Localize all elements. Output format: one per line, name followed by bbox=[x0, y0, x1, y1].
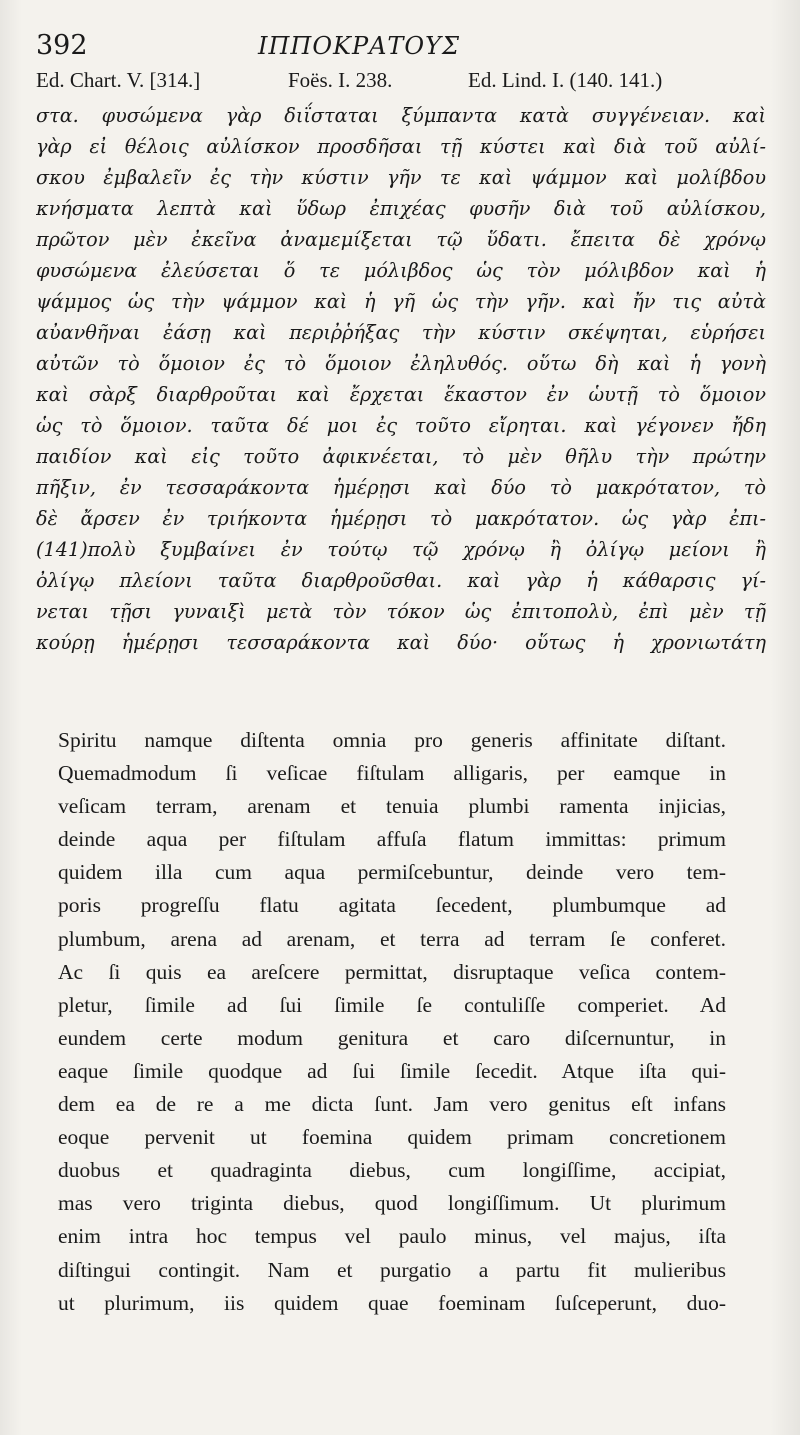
greek-text-line: καὶ σὰρξ διαρθροῦται καὶ ἔρχεται ἕκαστον ἐν ὡυτῇ τὸ ὅμοιον bbox=[36, 383, 766, 406]
latin-text-line: plumbum, arena ad arenam, et terra ad terram ſe conferet. bbox=[58, 926, 726, 951]
greek-text-line: νεται τῇσι γυναιξὶ μετὰ τὸν τόκον ὡς ἐπιτοπολὺ, ἐπὶ μὲν τῇ bbox=[36, 600, 766, 623]
page-header bbox=[36, 30, 766, 66]
latin-text-line: eundem certe modum genitura et caro diſcernuntur, in bbox=[58, 1025, 726, 1050]
greek-text-line: (141)πολὺ ξυμβαίνει ἐν τούτῳ τῷ χρόνῳ ἢ ὀλίγῳ μείονι ἢ bbox=[36, 538, 766, 561]
latin-text-line: veſicam terram, arenam et tenuia plumbi ramenta injicias, bbox=[58, 794, 726, 819]
page-number: 392 bbox=[36, 30, 88, 61]
edition-reference-line bbox=[36, 68, 764, 96]
greek-text-line: κνήσματα λεπτὰ καὶ ὕδωρ ἐπιχέας φυσῆν διὰ τοῦ αὐλίσκου, bbox=[36, 197, 766, 220]
latin-text-line: pletur, ſimile ad ſui ſimile ſe contuliſſe comperiet. Ad bbox=[58, 992, 726, 1017]
greek-text-line: κούρῃ ἡμέρῃσι τεσσαράκοντα καὶ δύο· οὕτως ἡ χρονιωτάτη bbox=[36, 631, 766, 654]
greek-text-block bbox=[36, 100, 766, 658]
greek-text-line: ὡς τὸ ὅμοιον. ταῦτα δέ μοι ἐς τοῦτο εἴρηται. καὶ γέγονεν ἤδη bbox=[36, 414, 766, 437]
latin-translation-block bbox=[58, 724, 726, 1320]
latin-text-line: diſtingui contingit. Nam et purgatio a partu fit mulieribus bbox=[58, 1257, 726, 1282]
latin-text-line: Quemadmodum ſi veſicae fiſtulam alligaris, per eamque in bbox=[58, 761, 726, 786]
greek-text-line: αὐτῶν τὸ ὅμοιον ἐς τὸ ὅμοιον ἐληλυθός. οὕτω δὴ καὶ ἡ γονὴ bbox=[36, 352, 766, 375]
greek-text-line: δὲ ἄρσεν ἐν τριήκοντα ἡμέρῃσι τὸ μακρότατον. ὡς γὰρ ἐπι- bbox=[36, 507, 766, 530]
greek-text-line: στα. φυσώμενα γὰρ διΐσταται ξύμπαντα κατὰ συγγένειαν. καὶ bbox=[36, 104, 766, 127]
latin-text-line: enim intra hoc tempus vel paulo minus, vel majus, iſta bbox=[58, 1224, 726, 1249]
greek-text-line: φυσώμενα ἐλεύσεται ὅ τε μόλιβδος ὡς τὸν μόλιβδον καὶ ἡ bbox=[36, 259, 766, 282]
greek-text-line: ὀλίγῳ πλείονι ταῦτα διαρθροῦσθαι. καὶ γὰρ ἡ κάθαρσις γί- bbox=[36, 569, 766, 592]
greek-text-line: σκου ἐμβαλεῖν ἐς τὴν κύστιν γῆν τε καὶ ψάμμον καὶ μολίβδου bbox=[36, 166, 766, 189]
latin-text-line: duobus et quadraginta diebus, cum longiſſime, accipiat, bbox=[58, 1158, 726, 1183]
latin-text-line: eoque pervenit ut foemina quidem primam concretionem bbox=[58, 1125, 726, 1150]
running-head: ΙΠΠΟΚΡΑΤΟΥΣ bbox=[258, 32, 460, 60]
latin-text-line: Ac ſi quis ea areſcere permittat, disruptaque veſica contem- bbox=[58, 959, 726, 984]
latin-text-line: eaque ſimile quodque ad ſui ſimile ſecedit. Atque iſta qui- bbox=[58, 1058, 726, 1083]
latin-text-line: deinde aqua per fiſtulam affuſa flatum immittas: primum bbox=[58, 827, 726, 852]
greek-text-line: παιδίον καὶ εἰς τοῦτο ἀφικνέεται, τὸ μὲν θῆλυ τὴν πρώτην bbox=[36, 445, 766, 468]
latin-text-line: dem ea de re a me dicta ſunt. Jam vero genitus eſt infans bbox=[58, 1092, 726, 1117]
edition-chartier: Ed. Chart. V. [314.] bbox=[36, 68, 201, 92]
edition-linden: Ed. Lind. I. (140. 141.) bbox=[468, 68, 663, 92]
latin-text-line: poris progreſſu flatu agitata ſecedent, plumbumque ad bbox=[58, 893, 726, 918]
latin-text-line: mas vero triginta diebus, quod longiſſimum. Ut plurimum bbox=[58, 1191, 726, 1216]
latin-text-line: Spiritu namque diſtenta omnia pro generis affinitate diſtant. bbox=[58, 728, 726, 752]
greek-text-line: πῆξιν, ἐν τεσσαράκοντα ἡμέρῃσι καὶ δύο τὸ μακρότατον, τὸ bbox=[36, 476, 766, 499]
greek-text-line: αὐανθῆναι ἐάσῃ καὶ περιῤῥήξας τὴν κύστιν σκέψηται, εὑρήσει bbox=[36, 321, 766, 344]
latin-text-line: ut plurimum, iis quidem quae foeminam ſuſceperunt, duo- bbox=[58, 1290, 726, 1315]
edition-foes: Foës. I. 238. bbox=[288, 68, 393, 92]
greek-text-line: ψάμμος ὡς τὴν ψάμμον καὶ ἡ γῆ ὡς τὴν γῆν. καὶ ἤν τις αὐτὰ bbox=[36, 290, 766, 313]
greek-text-line: γὰρ εἰ θέλοις αὐλίσκον προσδῆσαι τῇ κύστει καὶ διὰ τοῦ αὐλί- bbox=[36, 135, 766, 158]
latin-text-line: quidem illa cum aqua permiſcebuntur, deinde vero tem- bbox=[58, 860, 726, 885]
greek-text-line: πρῶτον μὲν ἐκεῖνα ἀναμεμίξεται τῷ ὕδατι. ἔπειτα δὲ χρόνῳ bbox=[36, 228, 766, 251]
